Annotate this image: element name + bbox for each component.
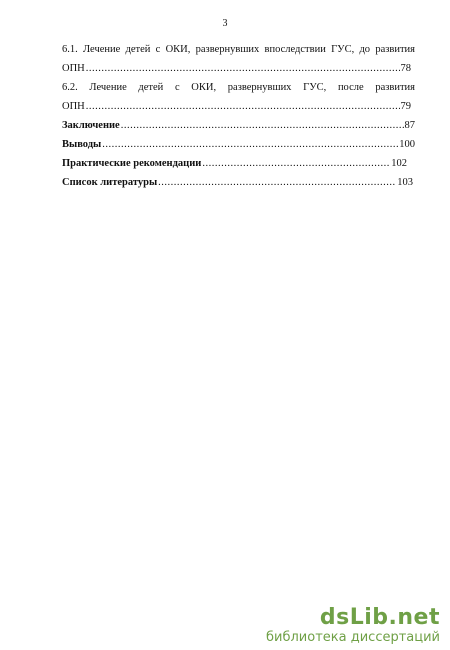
- watermark-subtitle: библиотека диссертаций: [266, 630, 440, 645]
- toc-leader-dots: [86, 59, 400, 78]
- toc-entry-6-1-page: 78: [400, 63, 411, 74]
- toc-entry-6-1-line2: [62, 59, 411, 78]
- toc-entry-references-page: 103: [397, 177, 413, 188]
- toc-leader-dots: [158, 173, 396, 192]
- toc-entry-6-2-line2: [62, 97, 411, 116]
- toc-leader-dots: [102, 135, 398, 154]
- page-number: 3: [222, 18, 228, 29]
- toc-entry-conclusion-title: Заключение: [62, 120, 120, 131]
- toc-entry-6-1-title-end: ОПН: [62, 63, 85, 74]
- toc-entry-recommendations: [62, 154, 407, 173]
- toc-entry-recommendations-page: 102: [391, 158, 407, 169]
- toc-entry-references-title: Список литературы: [62, 177, 158, 188]
- watermark: [266, 606, 440, 646]
- toc-leader-dots: [86, 97, 400, 116]
- toc-entry-recommendations-title: Практические рекомендации: [62, 158, 202, 169]
- toc-entry-references: [62, 173, 413, 192]
- table-of-contents: [62, 40, 415, 192]
- toc-leader-dots: [202, 154, 390, 173]
- toc-entry-6-1-line1: 6.1. Лечение детей с ОКИ, развернувших впоследствии ГУС, до развития: [62, 44, 415, 55]
- toc-entry-conclusion: [62, 116, 415, 135]
- toc-entry-findings-title: Выводы: [62, 139, 102, 150]
- toc-entry-conclusion-page: 87: [404, 120, 415, 131]
- toc-leader-dots: [121, 116, 404, 135]
- toc-entry-6-2-title-end: ОПН: [62, 101, 85, 112]
- toc-entry-6-2-page: 79: [400, 101, 411, 112]
- toc-entry-findings: [62, 135, 415, 154]
- toc-entry-findings-page: 100: [399, 139, 415, 150]
- watermark-logo: dsLib.net: [319, 605, 440, 630]
- toc-entry-6-2-line1: 6.2. Лечение детей с ОКИ, развернувших ГУС, после развития: [62, 82, 415, 93]
